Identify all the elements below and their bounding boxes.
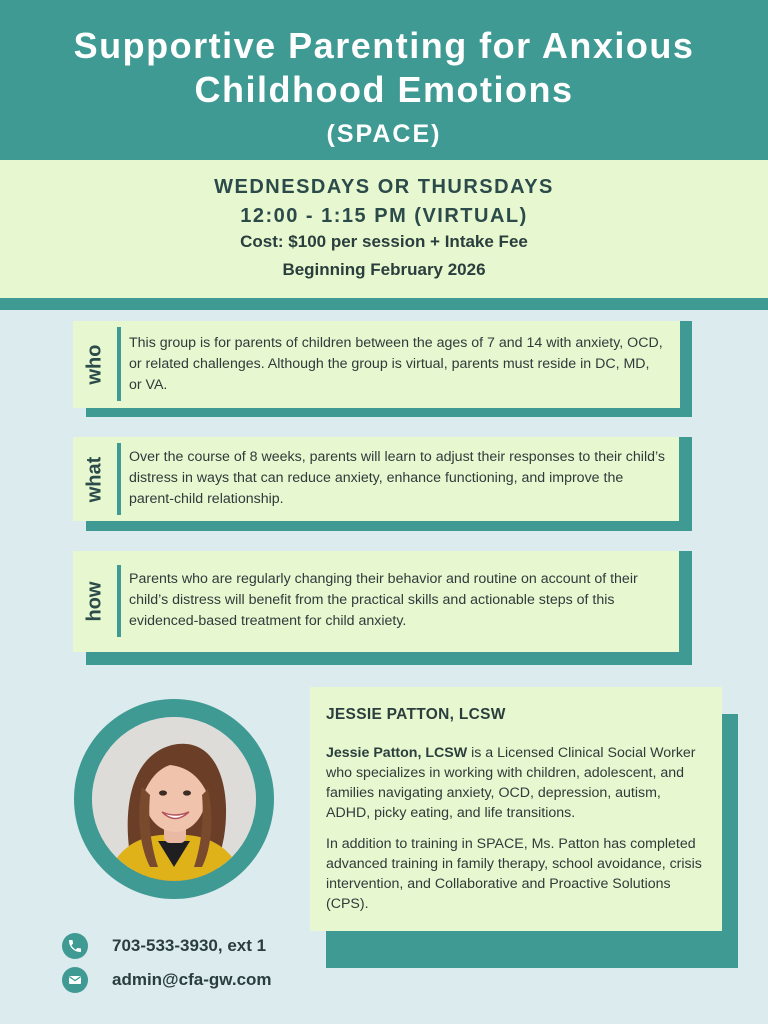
who-divider xyxy=(117,327,121,401)
how-divider xyxy=(117,565,121,637)
how-label: how xyxy=(83,581,106,622)
phone-number[interactable]: 703-533-3930, ext 1 xyxy=(112,936,267,955)
what-text: Over the course of 8 weeks, parents will learn to adjust their responses to their child’s distress in ways that can reduce anxiety, enhance functioning, and improve the parent-child relationship. xyxy=(129,449,665,507)
schedule-time: 12:00 - 1:15 PM (VIRTUAL) xyxy=(240,205,528,227)
what-label: what xyxy=(83,456,106,502)
bio-name: JESSIE PATTON, LCSW xyxy=(326,706,506,723)
who-label-wrap xyxy=(73,321,117,408)
title-line-2: Childhood Emotions xyxy=(194,69,574,110)
page-subtitle: (SPACE) xyxy=(326,120,442,148)
bio-paragraph-1 xyxy=(326,743,706,823)
schedule-start-date: Beginning February 2026 xyxy=(282,260,486,279)
email-contact[interactable] xyxy=(62,967,272,993)
schedule-banner xyxy=(0,160,768,298)
title-line-1: Supportive Parenting for Anxious xyxy=(73,25,695,66)
bio-paragraph-1-text: is a Licensed Clinical Social Worker who specializes in working with children, adolescent, and families navigating anxiety, OCD, depression, autism, ADHD, picky eating, and life transitions. xyxy=(326,745,696,821)
page-title xyxy=(0,0,768,112)
schedule-divider xyxy=(0,298,768,310)
portrait-image xyxy=(92,717,256,881)
how-label-wrap xyxy=(73,551,117,652)
what-label-wrap xyxy=(73,437,117,521)
how-text: Parents who are regularly changing their behavior and routine on account of their child’s distress will benefit from the practical skills and actionable steps of this evidenced-based treatment for child anxiety. xyxy=(129,571,638,629)
how-card xyxy=(73,551,679,652)
bio-name-inline: Jessie Patton, LCSW xyxy=(326,745,468,761)
bio-paragraph-2: In addition to training in SPACE, Ms. Patton has completed advanced training in family therapy, school avoidance, crisis intervention, and Collaborative and Proactive Solutions (CPS). xyxy=(326,836,702,912)
header-banner xyxy=(0,0,768,162)
what-card xyxy=(73,437,679,521)
who-label: who xyxy=(83,344,106,385)
envelope-icon xyxy=(62,967,88,993)
who-text: This group is for parents of children between the ages of 7 and 14 with anxiety, OCD, or related challenges. Although the group is virtual, parents must reside in DC, MD, or VA. xyxy=(129,335,663,393)
who-card xyxy=(73,321,680,408)
email-address[interactable]: admin@cfa-gw.com xyxy=(112,970,272,989)
schedule-cost: Cost: $100 per session + Intake Fee xyxy=(240,232,528,251)
bio-card xyxy=(310,687,722,931)
avatar xyxy=(92,717,256,881)
phone-contact[interactable] xyxy=(62,933,266,959)
what-divider xyxy=(117,443,121,515)
schedule-days: WEDNESDAYS OR THURSDAYS xyxy=(214,176,554,198)
phone-icon xyxy=(62,933,88,959)
